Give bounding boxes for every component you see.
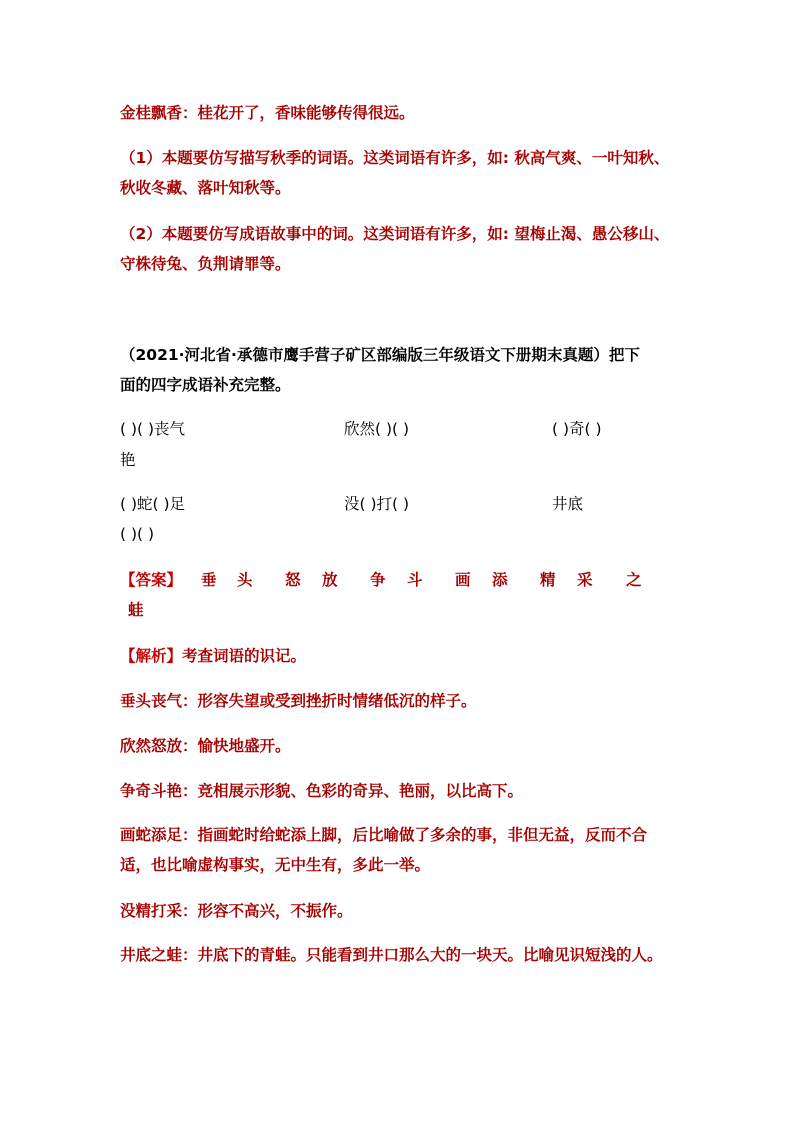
analysis-line: 适，也比喻虚构事实，无中生有，多此一举。 bbox=[120, 856, 431, 874]
question-text: 面的四字成语补充完整。 bbox=[120, 376, 291, 394]
explanation-line: 守株待兔、负荆请罪等。 bbox=[120, 255, 291, 273]
answer-char: 蛙 bbox=[128, 601, 144, 619]
question-text: （2021·河北省·承德市鹰手营子矿区部编版三年级语文下册期末真题）把下 bbox=[120, 346, 640, 364]
answer-char: 斗 bbox=[407, 571, 423, 589]
answer-char: 垂 bbox=[201, 571, 217, 589]
explanation-line: 金桂飘香：桂花开了，香味能够传得很远。 bbox=[120, 104, 415, 122]
answer-char: 画 bbox=[455, 571, 471, 589]
analysis-line: 垂头丧气：形容失望或受到挫折时情绪低沉的样子。 bbox=[120, 692, 477, 710]
blank-item: 井底 bbox=[552, 495, 584, 513]
analysis-line: 画蛇添足：指画蛇时给蛇添上脚，后比喻做了多余的事，非但无益，反而不合 bbox=[120, 826, 648, 844]
analysis-line: 井底之蛙：井底下的青蛙。只能看到井口那么大的一块天。比喻见识短浅的人。 bbox=[120, 946, 663, 964]
blank-item: 欣然( )( ) bbox=[344, 420, 410, 438]
blank-item-wrap: 艳 bbox=[120, 451, 136, 469]
blank-item-wrap: ( )( ) bbox=[120, 525, 155, 543]
analysis-intro: 考查词语的识记。 bbox=[182, 647, 307, 665]
answer-char: 精 bbox=[540, 571, 556, 589]
analysis-line: 没精打采：形容不高兴，不振作。 bbox=[120, 902, 353, 920]
blank-item: ( )( )丧气 bbox=[120, 420, 186, 438]
explanation-line: （2）本题要仿写成语故事中的词。这类词语有许多，如: 望梅止渴、愚公移山、 bbox=[120, 225, 670, 243]
blank-item: ( )蛇( )足 bbox=[120, 495, 186, 513]
analysis-line: 争奇斗艳：竞相展示形貌、色彩的奇异、艳丽，以比高下。 bbox=[120, 782, 524, 800]
explanation-line: 秋收冬藏、落叶知秋等。 bbox=[120, 179, 291, 197]
answer-tag: 【答案】 bbox=[120, 571, 183, 589]
answer-char: 采 bbox=[577, 571, 593, 589]
analysis-line: 欣然怒放：愉快地盛开。 bbox=[120, 737, 291, 755]
blank-item: ( )奇( ) bbox=[552, 420, 602, 438]
answer-char: 之 bbox=[626, 571, 642, 589]
analysis-tag: 【解析】 bbox=[120, 647, 183, 665]
answer-char: 头 bbox=[237, 571, 253, 589]
answer-char: 怒 bbox=[285, 571, 301, 589]
answer-char: 放 bbox=[322, 571, 338, 589]
answer-char: 争 bbox=[370, 571, 386, 589]
blank-item: 没( )打( ) bbox=[344, 495, 410, 513]
answer-char: 添 bbox=[492, 571, 508, 589]
explanation-line: （1）本题要仿写描写秋季的词语。这类词语有许多，如: 秋高气爽、一叶知秋、 bbox=[120, 149, 670, 167]
analysis-intro-line bbox=[120, 646, 306, 666]
